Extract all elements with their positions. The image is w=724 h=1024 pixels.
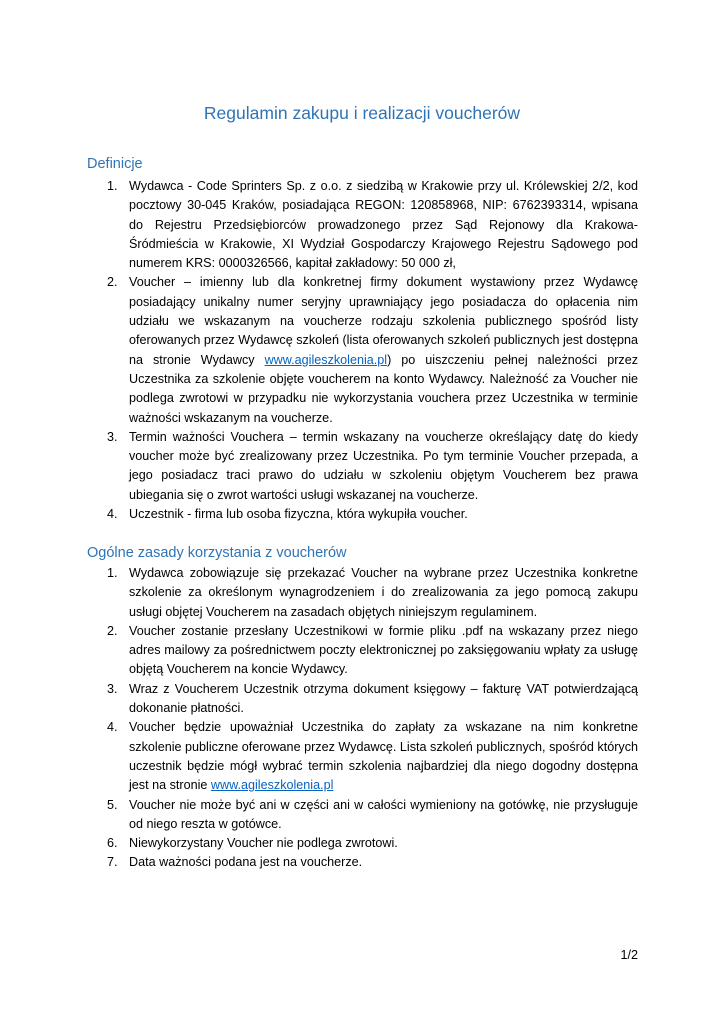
item-number: 3. bbox=[107, 681, 118, 696]
list-item bbox=[87, 428, 638, 505]
item-text: Termin ważności Vouchera – termin wskazany na voucherze określający datę do kiedy voucher może być zrealizowany przez Uczestnika. Po tym terminie Voucher przepada, a jego posiadacz traci prawo do udziału w szkoleniu objętym Voucherem bez prawa ubiegania się o zwrot wartości usługi wskazanej na voucherze. bbox=[129, 429, 638, 502]
list-item bbox=[87, 177, 638, 273]
item-text: Voucher nie może być ani w części ani w całości wymieniony na gotówkę, nie przysługuje od niego reszta w gotówce. bbox=[129, 797, 638, 831]
item-number: 1. bbox=[107, 179, 118, 193]
item-text: Data ważności podana jest na voucherze. bbox=[129, 855, 363, 870]
item-text: Wydawca zobowiązuje się przekazać Voucher na wybrane przez Uczestnika konkretne szkolenie za określonym wynagrodzeniem i do zrealizowania za jego pomocą zakupu usługi objętej Voucherem na zasadach objętych niniejszym regulaminem. bbox=[129, 566, 638, 619]
list-item bbox=[87, 796, 638, 835]
item-number: 1. bbox=[107, 566, 118, 580]
general-rules-list bbox=[87, 564, 638, 873]
item-text: Voucher zostanie przesłany Uczestnikowi w formie pliku .pdf na wskazany przez niego adres mailowy za pośrednictwem poczty elektronicznej po zaksięgowaniu wpłaty za usługę objętą Voucherem na koncie Wydawcy. bbox=[129, 623, 638, 677]
list-item bbox=[87, 273, 638, 427]
list-item bbox=[87, 680, 638, 719]
item-number: 7. bbox=[107, 855, 118, 870]
list-item bbox=[87, 853, 638, 872]
item-number: 2. bbox=[107, 623, 118, 638]
item-text: Uczestnik - firma lub osoba fizyczna, która wykupiła voucher. bbox=[129, 507, 468, 522]
item-number: 3. bbox=[107, 429, 118, 444]
item-text: Wraz z Voucherem Uczestnik otrzyma dokument księgowy – fakturę VAT potwierdzającą dokonanie płatności. bbox=[129, 681, 638, 716]
item-number: 6. bbox=[107, 836, 118, 851]
definitions-list bbox=[87, 177, 638, 524]
item-number: 4. bbox=[107, 720, 118, 735]
list-item bbox=[87, 718, 638, 795]
item-text: Wydawca - Code Sprinters Sp. z o.o. z siedzibą w Krakowie przy ul. Królewskiej 2/2, kod pocztowy 30-045 Kraków, posiadająca REGON: 120858968, NIP: 6762393314, wpisana do Rejestru Przedsiębiorców prowadzonego przez Sąd Rejonowy dla Krakowa-Śródmieścia w Krakowie, XI Wydział Gospodarczy Krajowego Rejestru Sądowego pod numerem KRS: 0000326566, kapitał zakładowy: 50 000 zł, bbox=[129, 179, 638, 271]
item-text: Voucher będzie upoważniał Uczestnika do zapłaty za wskazane na nim konkretne szkolenie publiczne oferowane przez Wydawcę. Lista szkoleń publicznych, spośród których uczestnik będzie mógł wybrać termin szkolenia najbardziej dla niego dogodny dostępna jest na stronie bbox=[129, 720, 638, 793]
item-text: Niewykorzystany Voucher nie podlega zwrotowi. bbox=[129, 836, 398, 851]
item-number: 4. bbox=[107, 507, 118, 522]
agileszkolenia-link[interactable]: www.agileszkolenia.pl bbox=[264, 352, 388, 367]
item-text: Voucher – imienny lub dla konkretnej firmy dokument wystawiony przez Wydawcę posiadający unikalny numer seryjny uprawniający jego posiadacza do opłacenia nim udziału we wskazanym na voucherze rodzaju szkolenia publicznego spośród listy oferowanych przez Wydawcę szkoleń (lista oferowanych szkoleń publicznych jest dostępna na stronie Wydawcy bbox=[129, 275, 638, 367]
item-number: 5. bbox=[107, 797, 118, 812]
document-title: Regulamin zakupu i realizacji voucherów bbox=[203, 103, 521, 123]
list-item bbox=[87, 834, 638, 853]
list-item bbox=[87, 564, 638, 622]
list-item bbox=[87, 622, 638, 680]
section-heading-definitions: Definicje bbox=[87, 156, 143, 172]
item-text-continued: ) po uiszczeniu pełnej należności przez Uczestnika za szkolenie objęte voucherem na konto Wydawcy. Należność za Voucher nie podlega zwrotowi w przypadku nie wykorzystania vouchera przez Uczestnika w terminie ważności wskazanym na voucherze. bbox=[129, 352, 638, 425]
page-number: 1/2 bbox=[620, 948, 638, 962]
item-number: 2. bbox=[107, 275, 118, 290]
agileszkolenia-link[interactable]: www.agileszkolenia.pl bbox=[210, 778, 334, 793]
section-heading-general-rules: Ogólne zasady korzystania z voucherów bbox=[87, 545, 347, 561]
list-item bbox=[87, 505, 638, 524]
